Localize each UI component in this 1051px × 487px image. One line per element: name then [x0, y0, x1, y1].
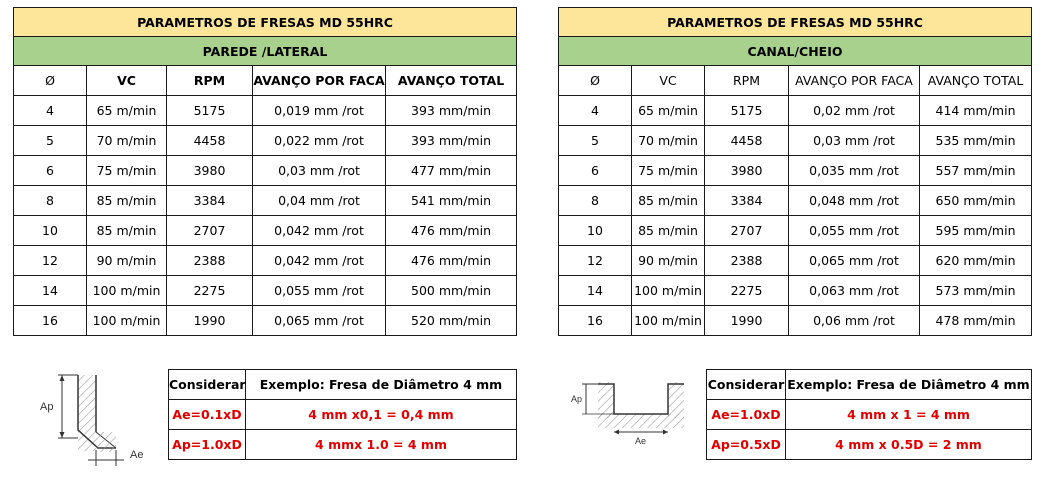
cell-vc: 90 m/min: [87, 246, 167, 276]
cell-total-feed: 541 mm/min: [386, 186, 517, 216]
table-title: PARAMETROS DE FRESAS MD 55HRC: [14, 8, 517, 37]
cell-total-feed: 476 mm/min: [386, 246, 517, 276]
cell-vc: 65 m/min: [87, 96, 167, 126]
cell-rpm: 3384: [705, 186, 789, 216]
table-row: [14, 156, 517, 186]
slot-milling-diagram: [568, 380, 693, 448]
cell-vc: 85 m/min: [87, 216, 167, 246]
cell-diameter: 6: [559, 156, 632, 186]
cell-rpm: 3980: [705, 156, 789, 186]
table-row: [169, 400, 517, 430]
column-header-diameter: Ø: [559, 66, 632, 96]
cell-ap-example: 4 mm x 0.5D = 2 mm: [786, 430, 1032, 460]
cell-diameter: 6: [14, 156, 87, 186]
cell-total-feed: 414 mm/min: [920, 96, 1032, 126]
cell-total-feed: 393 mm/min: [386, 126, 517, 156]
table-row: [707, 430, 1032, 460]
cell-total-feed: 650 mm/min: [920, 186, 1032, 216]
cell-feed-per-tooth: 0,055 mm /rot: [253, 276, 386, 306]
table-title: PARAMETROS DE FRESAS MD 55HRC: [559, 8, 1032, 37]
cell-feed-per-tooth: 0,02 mm /rot: [789, 96, 920, 126]
wall-example-table: [168, 369, 517, 460]
ae-label: Ae: [635, 436, 647, 446]
table-row: [169, 430, 517, 460]
cell-rpm: 3980: [167, 156, 253, 186]
cell-feed-per-tooth: 0,063 mm /rot: [789, 276, 920, 306]
table-row: [14, 246, 517, 276]
cell-diameter: 14: [559, 276, 632, 306]
cell-feed-per-tooth: 0,055 mm /rot: [789, 216, 920, 246]
cell-feed-per-tooth: 0,042 mm /rot: [253, 246, 386, 276]
cell-diameter: 5: [14, 126, 87, 156]
column-header-vc: VC: [87, 66, 167, 96]
cell-vc: 75 m/min: [87, 156, 167, 186]
cell-diameter: 8: [14, 186, 87, 216]
cell-ae-example: 4 mm x 1 = 4 mm: [786, 400, 1032, 430]
slot-parameters-table: [558, 7, 1032, 336]
ap-label: Ap: [571, 394, 583, 404]
cell-rpm: 2275: [705, 276, 789, 306]
cell-vc: 100 m/min: [632, 306, 705, 336]
table-row: [559, 96, 1032, 126]
cell-ae-rule: Ae=1.0xD: [707, 400, 786, 430]
cell-feed-per-tooth: 0,022 mm /rot: [253, 126, 386, 156]
cell-vc: 100 m/min: [87, 306, 167, 336]
cell-total-feed: 393 mm/min: [386, 96, 517, 126]
cell-vc: 75 m/min: [632, 156, 705, 186]
cell-feed-per-tooth: 0,03 mm /rot: [789, 126, 920, 156]
cell-diameter: 16: [14, 306, 87, 336]
cell-feed-per-tooth: 0,042 mm /rot: [253, 216, 386, 246]
cell-total-feed: 476 mm/min: [386, 216, 517, 246]
cell-rpm: 1990: [705, 306, 789, 336]
cell-ae-example: 4 mm x0,1 = 0,4 mm: [246, 400, 517, 430]
cell-total-feed: 595 mm/min: [920, 216, 1032, 246]
cell-vc: 70 m/min: [632, 126, 705, 156]
cell-vc: 100 m/min: [87, 276, 167, 306]
cell-rpm: 5175: [705, 96, 789, 126]
cell-vc: 65 m/min: [632, 96, 705, 126]
slot-example-table: [706, 369, 1032, 460]
cell-total-feed: 535 mm/min: [920, 126, 1032, 156]
table-subtitle: PAREDE /LATERAL: [14, 37, 517, 66]
cell-diameter: 12: [14, 246, 87, 276]
cell-rpm: 1990: [167, 306, 253, 336]
cell-rpm: 5175: [167, 96, 253, 126]
cell-total-feed: 500 mm/min: [386, 276, 517, 306]
table-row: [14, 126, 517, 156]
cell-diameter: 12: [559, 246, 632, 276]
table-row: [559, 276, 1032, 306]
cell-rpm: 3384: [167, 186, 253, 216]
cell-rpm: 2707: [705, 216, 789, 246]
table-row: [559, 306, 1032, 336]
cell-feed-per-tooth: 0,019 mm /rot: [253, 96, 386, 126]
cell-feed-per-tooth: 0,04 mm /rot: [253, 186, 386, 216]
column-header-feed-per-tooth: AVANÇO POR FACA: [253, 66, 386, 96]
column-header-rpm: RPM: [167, 66, 253, 96]
cell-diameter: 10: [559, 216, 632, 246]
table-row: [559, 126, 1032, 156]
cell-total-feed: 478 mm/min: [920, 306, 1032, 336]
table-row: [559, 216, 1032, 246]
table-row: [14, 186, 517, 216]
cell-feed-per-tooth: 0,048 mm /rot: [789, 186, 920, 216]
ap-label: Ap: [40, 401, 54, 413]
cell-vc: 90 m/min: [632, 246, 705, 276]
cell-feed-per-tooth: 0,065 mm /rot: [253, 306, 386, 336]
cell-rpm: 2388: [167, 246, 253, 276]
table-row: [14, 96, 517, 126]
cell-rpm: 4458: [167, 126, 253, 156]
cell-feed-per-tooth: 0,03 mm /rot: [253, 156, 386, 186]
cell-vc: 85 m/min: [632, 186, 705, 216]
cell-total-feed: 520 mm/min: [386, 306, 517, 336]
table-subtitle: CANAL/CHEIO: [559, 37, 1032, 66]
column-header-vc: VC: [632, 66, 705, 96]
example-header-example: Exemplo: Fresa de Diâmetro 4 mm: [786, 370, 1032, 400]
wall-milling-diagram: [38, 370, 163, 470]
column-header-feed-per-tooth: AVANÇO POR FACA: [789, 66, 920, 96]
column-header-rpm: RPM: [705, 66, 789, 96]
column-header-total-feed: AVANÇO TOTAL: [920, 66, 1032, 96]
cell-vc: 85 m/min: [632, 216, 705, 246]
cell-total-feed: 573 mm/min: [920, 276, 1032, 306]
table-row: [14, 276, 517, 306]
example-header-example: Exemplo: Fresa de Diâmetro 4 mm: [246, 370, 517, 400]
cell-rpm: 2388: [705, 246, 789, 276]
workpiece-wall-shape: [78, 375, 96, 451]
cell-total-feed: 477 mm/min: [386, 156, 517, 186]
cell-feed-per-tooth: 0,035 mm /rot: [789, 156, 920, 186]
cell-rpm: 2275: [167, 276, 253, 306]
example-header-consider: Considerar: [169, 370, 246, 400]
cell-diameter: 14: [14, 276, 87, 306]
cell-total-feed: 620 mm/min: [920, 246, 1032, 276]
cell-vc: 70 m/min: [87, 126, 167, 156]
table-row: [559, 246, 1032, 276]
cell-diameter: 4: [559, 96, 632, 126]
table-row: [559, 156, 1032, 186]
cell-diameter: 8: [559, 186, 632, 216]
cell-diameter: 5: [559, 126, 632, 156]
column-header-diameter: Ø: [14, 66, 87, 96]
cell-ap-rule: Ap=0.5xD: [707, 430, 786, 460]
table-row: [14, 306, 517, 336]
example-header-consider: Considerar: [707, 370, 786, 400]
cell-feed-per-tooth: 0,06 mm /rot: [789, 306, 920, 336]
column-header-total-feed: AVANÇO TOTAL: [386, 66, 517, 96]
cell-ap-rule: Ap=1.0xD: [169, 430, 246, 460]
cell-diameter: 4: [14, 96, 87, 126]
cell-ap-example: 4 mmx 1.0 = 4 mm: [246, 430, 517, 460]
table-row: [707, 400, 1032, 430]
cell-diameter: 10: [14, 216, 87, 246]
cell-vc: 85 m/min: [87, 186, 167, 216]
cell-total-feed: 557 mm/min: [920, 156, 1032, 186]
cell-vc: 100 m/min: [632, 276, 705, 306]
cell-rpm: 2707: [167, 216, 253, 246]
cell-diameter: 16: [559, 306, 632, 336]
table-row: [14, 216, 517, 246]
cell-feed-per-tooth: 0,065 mm /rot: [789, 246, 920, 276]
ae-label: Ae: [130, 449, 144, 461]
wall-parameters-table: [13, 7, 517, 336]
table-row: [559, 186, 1032, 216]
cell-rpm: 4458: [705, 126, 789, 156]
cell-ae-rule: Ae=0.1xD: [169, 400, 246, 430]
